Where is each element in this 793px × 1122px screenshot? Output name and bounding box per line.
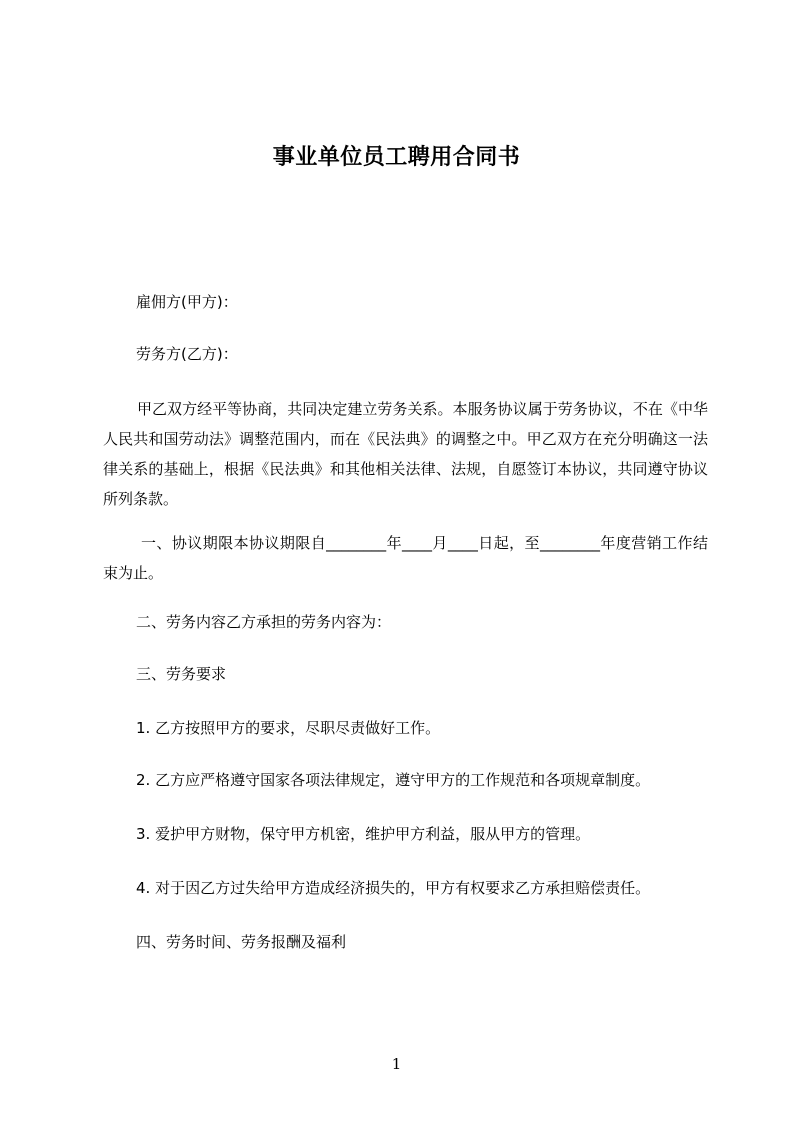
party-a-label: 雇佣方(甲方)： <box>136 293 238 311</box>
requirement-item-2: 2. 乙方应严格遵守国家各项法律规定，遵守甲方的工作规范和各项规章制度。 <box>136 771 651 789</box>
party-b-label: 劳务方(乙方)： <box>136 345 238 363</box>
requirement-item-4: 4. 对于因乙方过失给甲方造成经济损失的，甲方有权要求乙方承担赔偿责任。 <box>136 879 651 897</box>
section-term-paragraph: 一、协议期限本协议期限自________年____月____日起，至________年度营销工作结束为止。 <box>103 534 708 582</box>
page-number: 1 <box>391 1055 402 1073</box>
intro-paragraph: 甲乙双方经平等协商，共同决定建立劳务关系。本服务协议属于劳务协议，不在《中华人民共和国劳动法》调整范围内，而在《民法典》的调整之中。甲乙双方在充分明确这一法律关系的基础上，根据《民法典》和其他相关法律、法规，自愿签订本协议，共同遵守协议所列条款。 <box>103 400 708 508</box>
document-title: 事业单位员工聘用合同书 <box>272 145 521 170</box>
requirement-item-1: 1. 乙方按照甲方的要求，尽职尽责做好工作。 <box>136 719 441 737</box>
section-content-heading: 二、劳务内容乙方承担的劳务内容为： <box>136 613 392 631</box>
requirement-item-3: 3. 爱护甲方财物，保守甲方机密，维护甲方利益，服从甲方的管理。 <box>136 825 591 843</box>
section-time-pay-heading: 四、劳务时间、劳务报酬及福利 <box>136 933 347 951</box>
section-requirements-heading: 三、劳务要求 <box>136 665 227 683</box>
